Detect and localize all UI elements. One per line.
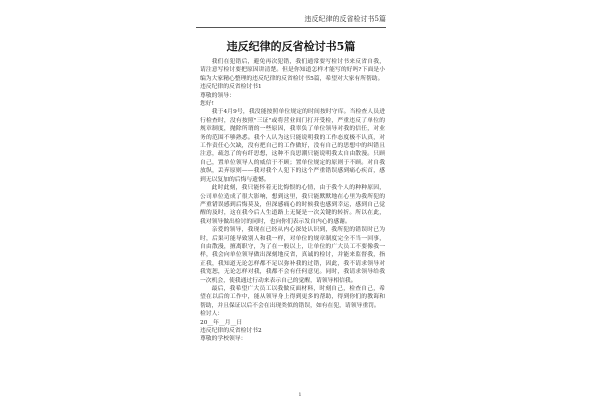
section-heading-2: 违反纪律的反省检讨书2 (200, 328, 262, 334)
header-divider (196, 27, 386, 28)
signature-line: 检讨人： (200, 311, 224, 318)
salutation: 尊敬的领导： (200, 92, 235, 99)
running-header: 违反纪律的反省检讨书5篇 (304, 15, 386, 23)
salutation: 尊敬的学校领导： (200, 336, 247, 343)
page-number: 1 (298, 392, 302, 398)
body-paragraph: 此时此刻，我只能怀着无比悔恨的心情，由于我个人的种种原因，公司单位造成了很大影响，想到这里，我只能默默地在心里为我所犯的严重错误感到后悔莫及，但深感痛心的时候我也感到幸运，感到自己觉醒的及时，这在我今后人生道路上无疑是一次关键的转折。所以在此，我对领导做出检讨的同时，也向你们表示发自内心的感谢。 (200, 185, 385, 225)
document-title: 违反纪律的反省检讨书5篇 (226, 40, 356, 53)
section-heading-1: 违反纪律的反省检讨书1 (200, 84, 262, 91)
intro-paragraph: 我们在犯错后，避免再次犯错，我们通常要写检讨书来反省自我，请注意写检讨要把原因讲清楚。但是你知道怎样才能写的好吗?下面是小编为大家精心整理的违反纪律的反省检讨书5篇，希望对大家有所帮助。 (200, 59, 385, 82)
document-body (200, 58, 385, 344)
body-paragraph: 我于4月9号，我没能按照单位规定的时间按时守库。当检查人员进行检查时，没有按照"三证"或将营业间门打开受检，严重违反了单位的规章制度，抛除所谓的一些原因，我辜负了单位领导对我的信任，对业务的范围不够熟悉。我个人认为这只能说明我的工作态度极不认真，对工作责任心欠缺，没有把自己的工作做好，没有自己的思想中的纠错且注意，疏忽了的有纤思想，这种不良思潮只能说明我太自由散漫。只顾自己，置单位领导人的威信于不顾；置单位规定的原则于不顾。对自我放纵，丢弃原则——我对我个人犯下的这个严重错误感到痛心疾首，感到无以复加的后悔与遗憾。 (200, 109, 385, 183)
body-paragraph: 最后，我希望广大员工以我做反面材料，时刻自己，检查自己，希望在以后的工作中，能从领导身上得到更多的帮助，得到你们的教诲和帮助，并且保证以后不会在出现类似的错误，如有在犯，请领导重罚。 (200, 285, 385, 309)
greeting: 您好! (200, 101, 214, 108)
body-paragraph: 亲爱的领导，我现在已经从内心深处认识到，我所犯的错误时已为时，后果可能导致别人和我一样，对单位的规章制度完全不当一回事，自由散漫，擅离职守，为了在一般以上，让单位的广大员工不要像我一样，我会向单位领导做出深刻地反省，真诚的检讨，并能来监督我，指正我，我知道无论怎样都不足以弥补我的过错，因此，我不请求领导对我宽恕，无论怎样对我，我都不会有任何意见。同时，我请求领导给我一次机会，使我通过行动来表示自己的觉醒，请领导相信我。 (200, 227, 385, 284)
date-line: 20__年__月__日 (200, 319, 243, 326)
